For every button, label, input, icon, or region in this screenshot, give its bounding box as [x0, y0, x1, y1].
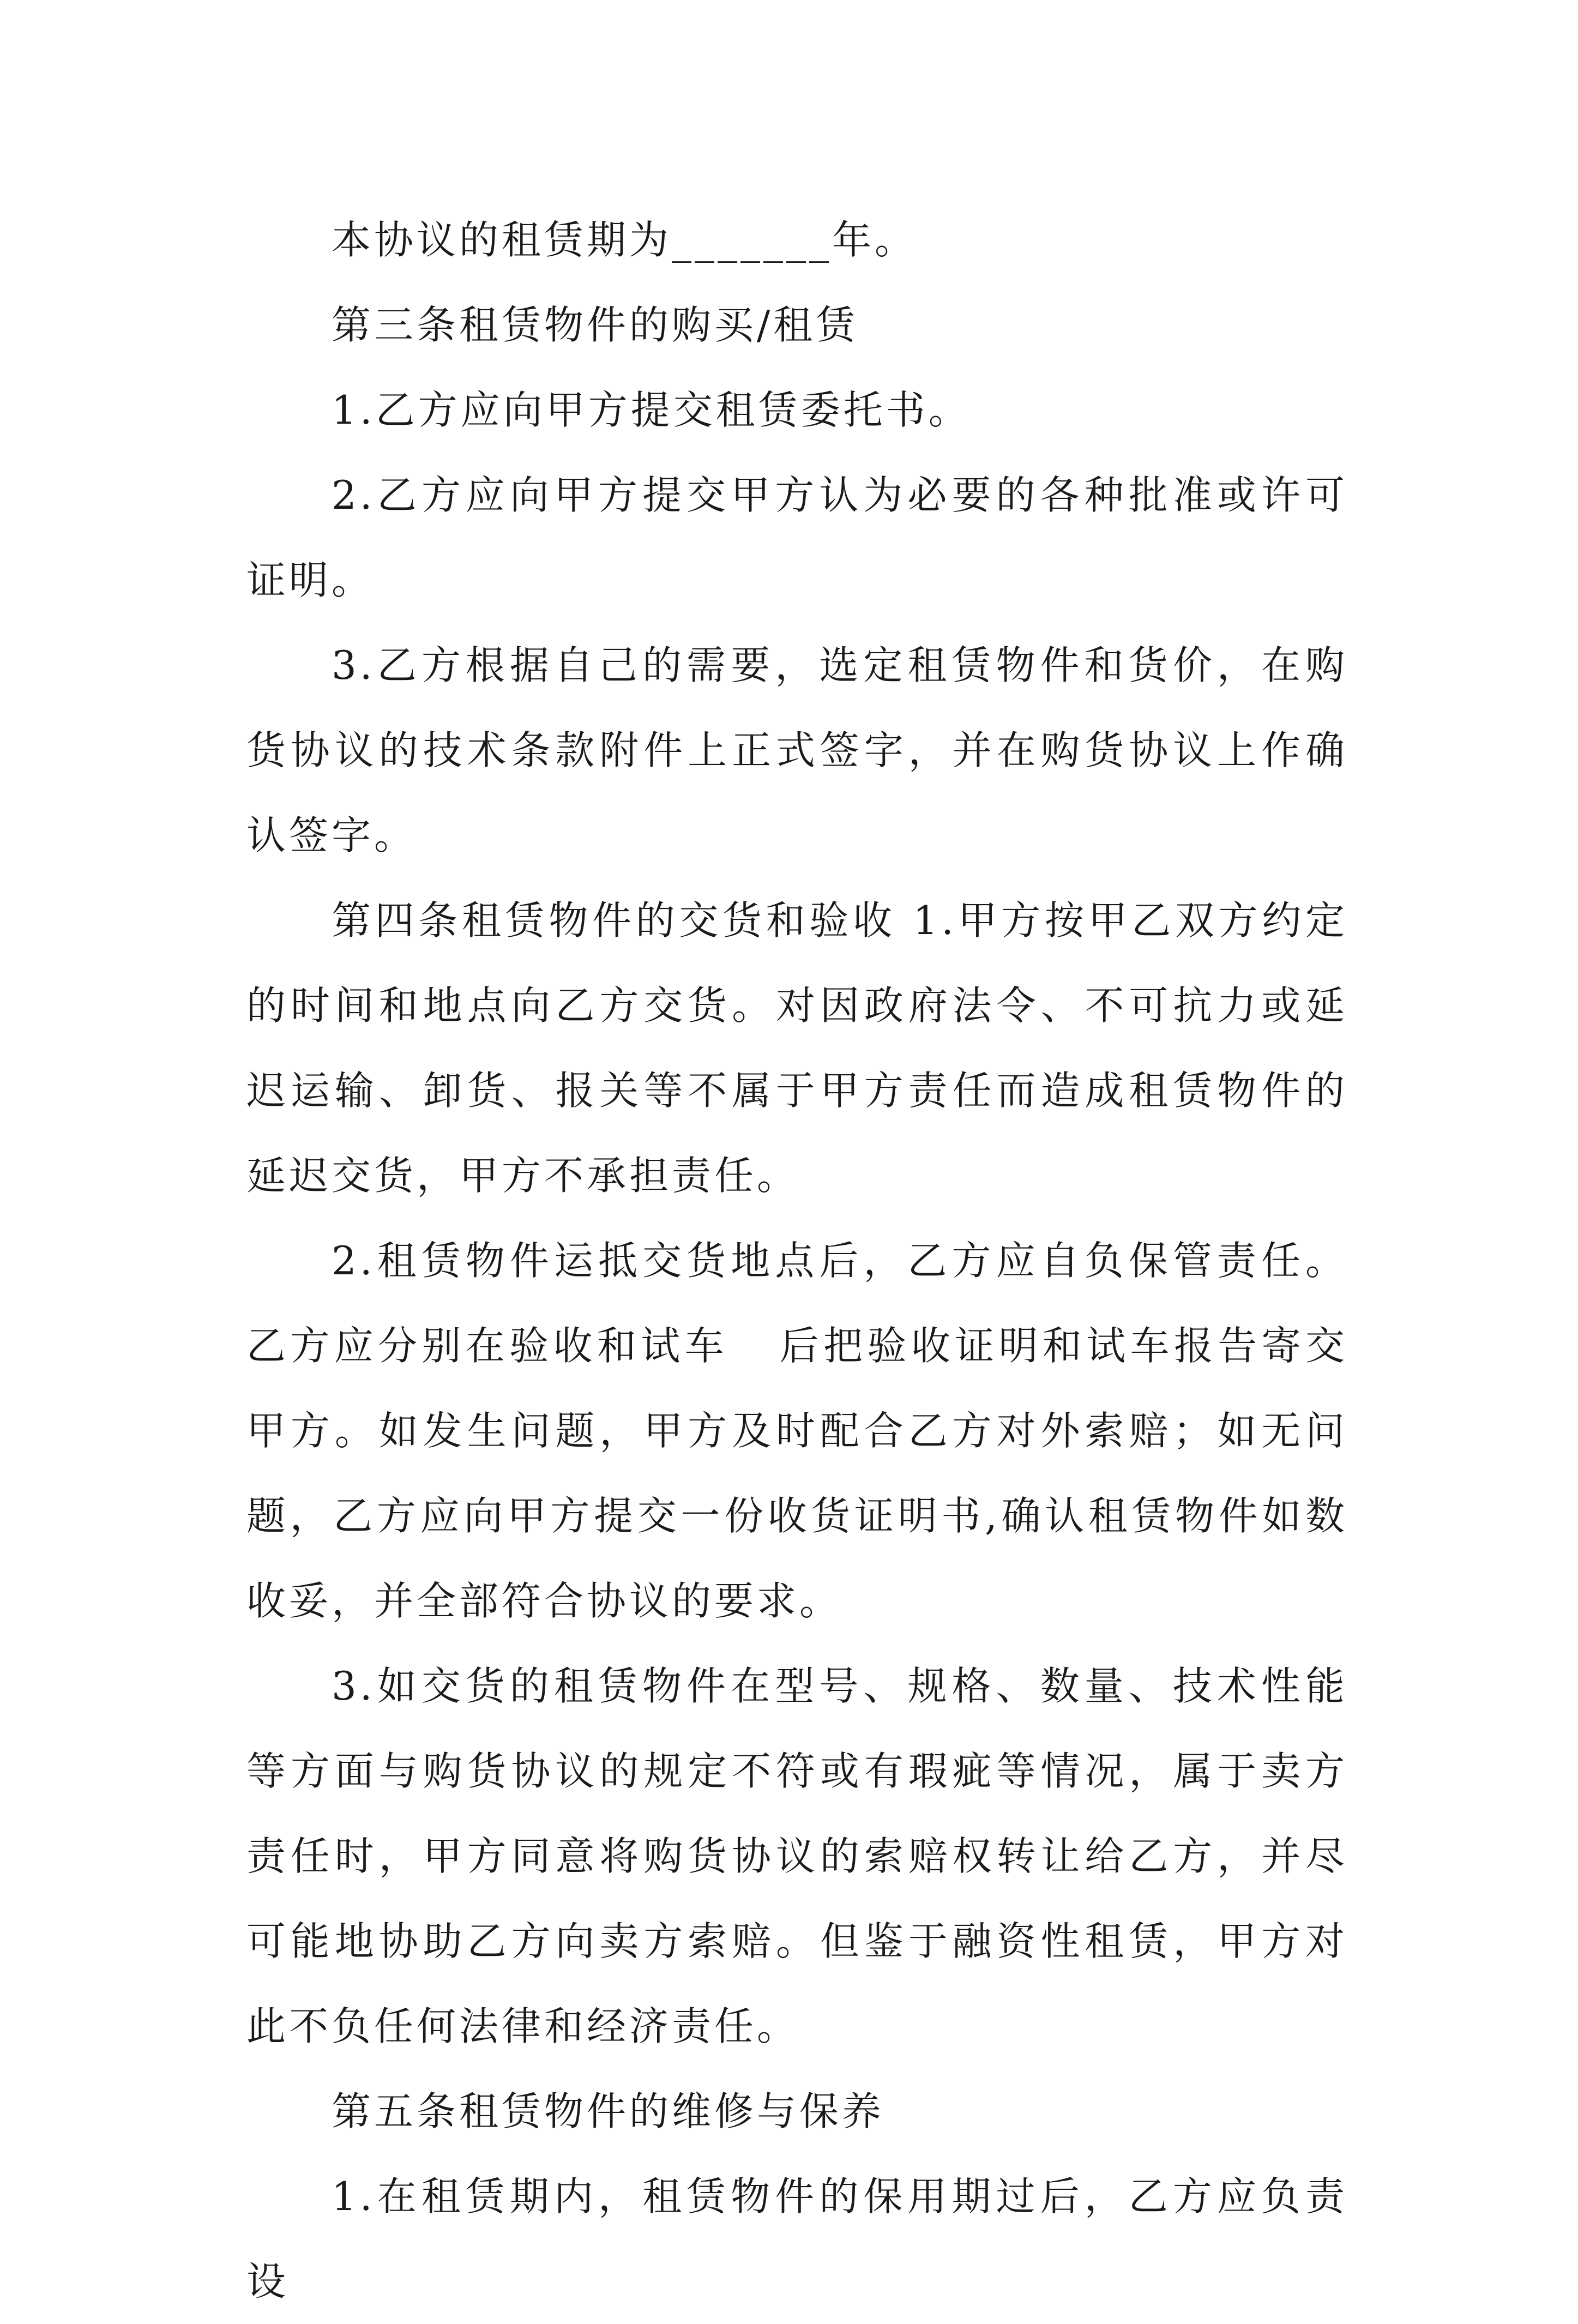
article-5-clause-1: 1.在租赁期内，租赁物件的保用期过后，乙方应负责设 [246, 2174, 1348, 2304]
article-3-clause-1: 1.乙方应向甲方提交租赁委托书。 [332, 387, 971, 433]
article-3-clause-2: 2.乙方应向甲方提交甲方认为必要的各种批准或许可证明。 [246, 472, 1348, 603]
document-body [246, 197, 1348, 2324]
article-3-heading: 第三条租赁物件的购买/租赁 [332, 302, 859, 348]
article-4-heading-clause-1: 第四条租赁物件的交货和验收 1.甲方按甲乙双方约定的时间和地点向乙方交货。对因政府法令、不可抗力或延迟运输、卸货、报关等不属于甲方责任而造成租赁物件的延迟交货，甲方不承担责任。 [246, 898, 1348, 1199]
article-3-clause-3: 3.乙方根据自己的需要，选定租赁物件和货价，在购货协议的技术条款附件上正式签字，并在购货协议上作确认签字。 [246, 642, 1348, 858]
article-4-clause-3: 3.如交货的租赁物件在型号、规格、数量、技术性能等方面与购货协议的规定不符或有瑕疵等情况，属于卖方责任时，甲方同意将购货协议的索赔权转让给乙方，并尽可能地协助乙方向卖方索赔。但鉴于融资性租赁，甲方对此不负任何法律和经济责任。 [246, 1663, 1348, 2049]
lease-term-paragraph: 本协议的租赁期为_______年。 [332, 217, 918, 263]
article-4-clause-2: 2.租赁物件运抵交货地点后，乙方应自负保管责任。乙方应分别在验收和试车 后把验收证明和试车报告寄交甲方。如发生问题，甲方及时配合乙方对外索赔；如无问题，乙方应向甲方提交一份收货证明书,确认租赁物件如数收妥，并全部符合协议的要求。 [246, 1238, 1348, 1624]
article-5-heading: 第五条租赁物件的维修与保养 [332, 2088, 885, 2134]
